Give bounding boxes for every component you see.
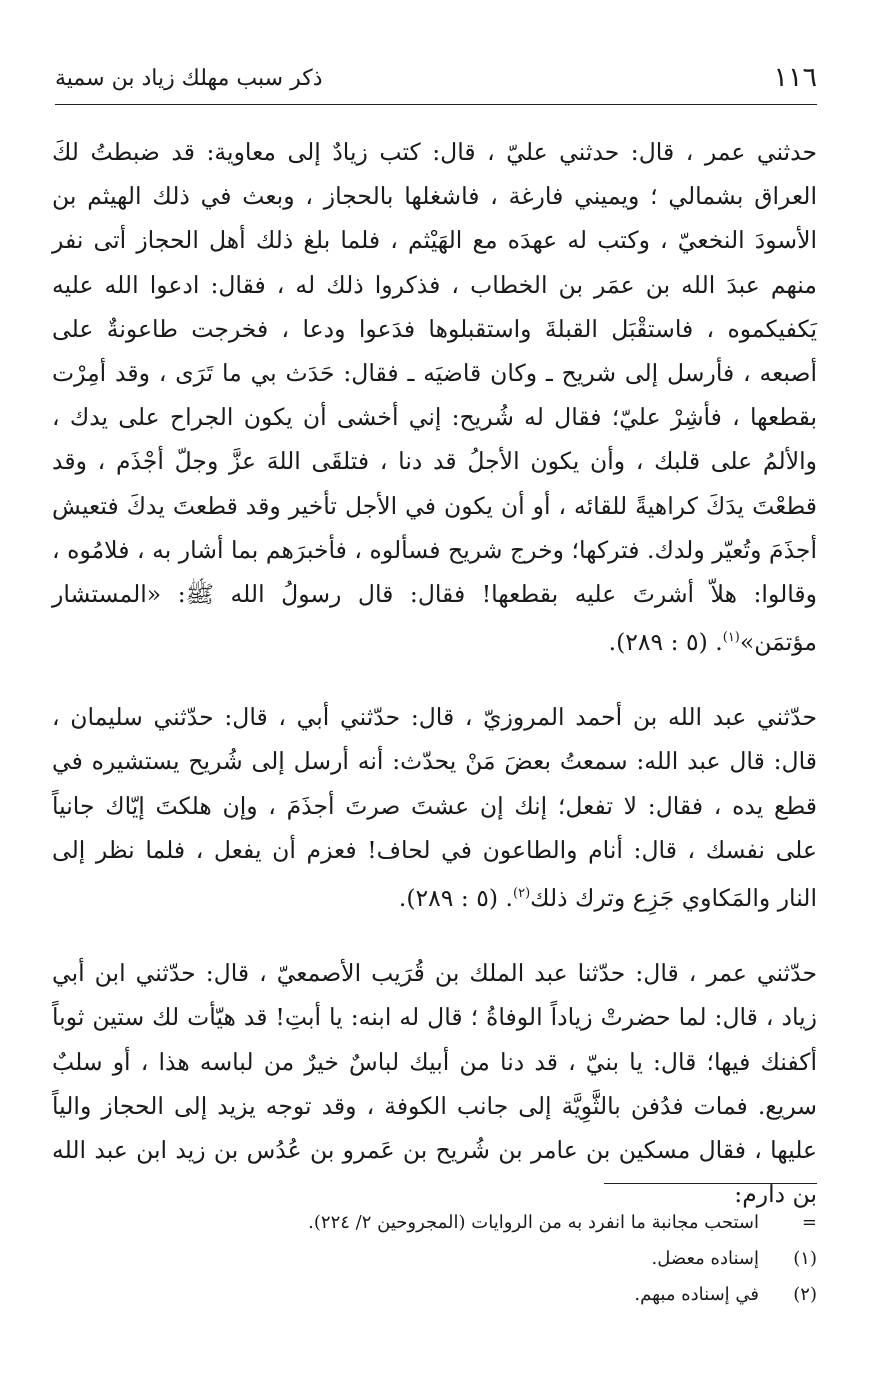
paragraph-text: حدثني عمر ، قال: حدثني عليّ ، قال: كتب زيادٌ إلى معاوية: قد ضبطتُ لكَ العراق بشمالي ؛ ويميني فارغة ، فاشغلها بالحجاز ، وبعث في ذلك الهيثم بن الأسودَ النخعيّ ، وكتب له عهدَه مع الهَيْثم ، فلما بلغ ذلك أهل الحجاز أتى نفر منهم عبدَ الله بن عمَر بن الخطاب ، فذكروا ذلك له ، فقال: ادعوا الله عليه يَكفيكموه ، فاستقْبَل القبلةَ واستقبلوها فدَعوا ودعا ، فخرجت طاعونةٌ على أصبعه ، فأرسل إلى شريح ـ وكان قاضيَه ـ فقال: حَدَث بي ما تَرَى ، وقد أمِرْت بقطعها ، فأشِرْ عليّ؛ فقال له شُريح: إني أخشى أن يكون الجراح على يدك ، والألمُ على قلبك ، وأن يكون الأجلُ قد دنا ، فتلقَى اللهَ عزَّ وجلّ أجْذَم ، وقد قطعْتَ يدَكَ كراهيةً للقائه ، أو أن يكون في الأجل تأخير وقد قطعتَ يدكَ فتعيش أجذَمَ وتُعيّر ولدك. فتركها؛ وخرج شريح فسألوه ، فأخبرَهم بما أشار به ، فلامُوه ، وقالوا: هلاّ أشرتَ عليه بقطعها! فقال: قال رسولُ الله ﷺ: «المستشار مؤتمَن» <box>52 138 817 657</box>
paragraph <box>52 130 817 664</box>
footnote-text: إسناده معضل. <box>651 1248 759 1269</box>
citation: . (٥ : ٢٨٩). <box>398 883 514 912</box>
footnotes <box>60 1205 817 1313</box>
paragraph <box>52 695 817 920</box>
footnote <box>60 1241 817 1277</box>
footnote <box>60 1277 817 1313</box>
running-title: ذكر سبب مهلك زياد بن سمية <box>55 66 323 91</box>
footnote-marker: (١) <box>793 1248 817 1269</box>
paragraph-text: حدّثني عمر ، قال: حدّثنا عبد الملك بن قُرَيب الأصمعيّ ، قال: حدّثني ابن أبي زياد ، قال: لما حضرتْ زياداً الوفاةُ ؛ قال له ابنه: يا أبتِ! قد هيّأت لك ستين ثوباً أكفنك فيها؛ قال: يا بنيّ ، قد دنا من أبيك لباسٌ خيرٌ من لباسه هذا ، أو سلبٌ سريع. فمات فدُفن بالثَّوِيَّة إلى جانب الكوفة ، وقد توجه يزيد إلى الحجاز والياً عليها ، فقال مسكين بن عامر بن شُريح بن عَمرو بن عُدُس بن زيد ابن عبد الله بن دارم: <box>52 959 817 1209</box>
citation: . (٥ : ٢٨٩). <box>608 628 723 657</box>
paragraph <box>52 951 817 1216</box>
footnote-separator <box>604 1183 817 1184</box>
footnote-reference: (١) <box>722 630 740 646</box>
footnote-text: استحب مجانبة ما انفرد به من الروايات (المجروحين ٢/ ٢٢٤). <box>308 1212 759 1233</box>
body-text <box>52 130 817 1216</box>
paragraph-text: حدّثني عبد الله بن أحمد المروزيّ ، قال: حدّثني أبي ، قال: حدّثني سليمان ، قال: قال عبد الله: سمعتُ بعضَ مَنْ يحدّث: أنه أرسل إلى شُريح يستشيره في قطع يده ، فقال: لا تفعل؛ إنك إن عشتَ صرتَ أجذَمَ ، وإن هلكتَ إيّاك جانياً على نفسك ، قال: أنام والطاعون في لحاف! فعزم أن يفعل ، فلما نظر إلى النار والمَكاوي جَزِع وترك ذلك <box>52 703 817 912</box>
running-header <box>55 60 817 105</box>
footnote-marker: (٢) <box>793 1284 817 1305</box>
footnote-reference: (٢) <box>513 886 531 902</box>
footnote-text: في إسناده مبهم. <box>634 1284 759 1305</box>
footnote <box>60 1205 817 1241</box>
footnote-marker: = <box>801 1212 817 1233</box>
page-number: ١١٦ <box>773 62 817 93</box>
